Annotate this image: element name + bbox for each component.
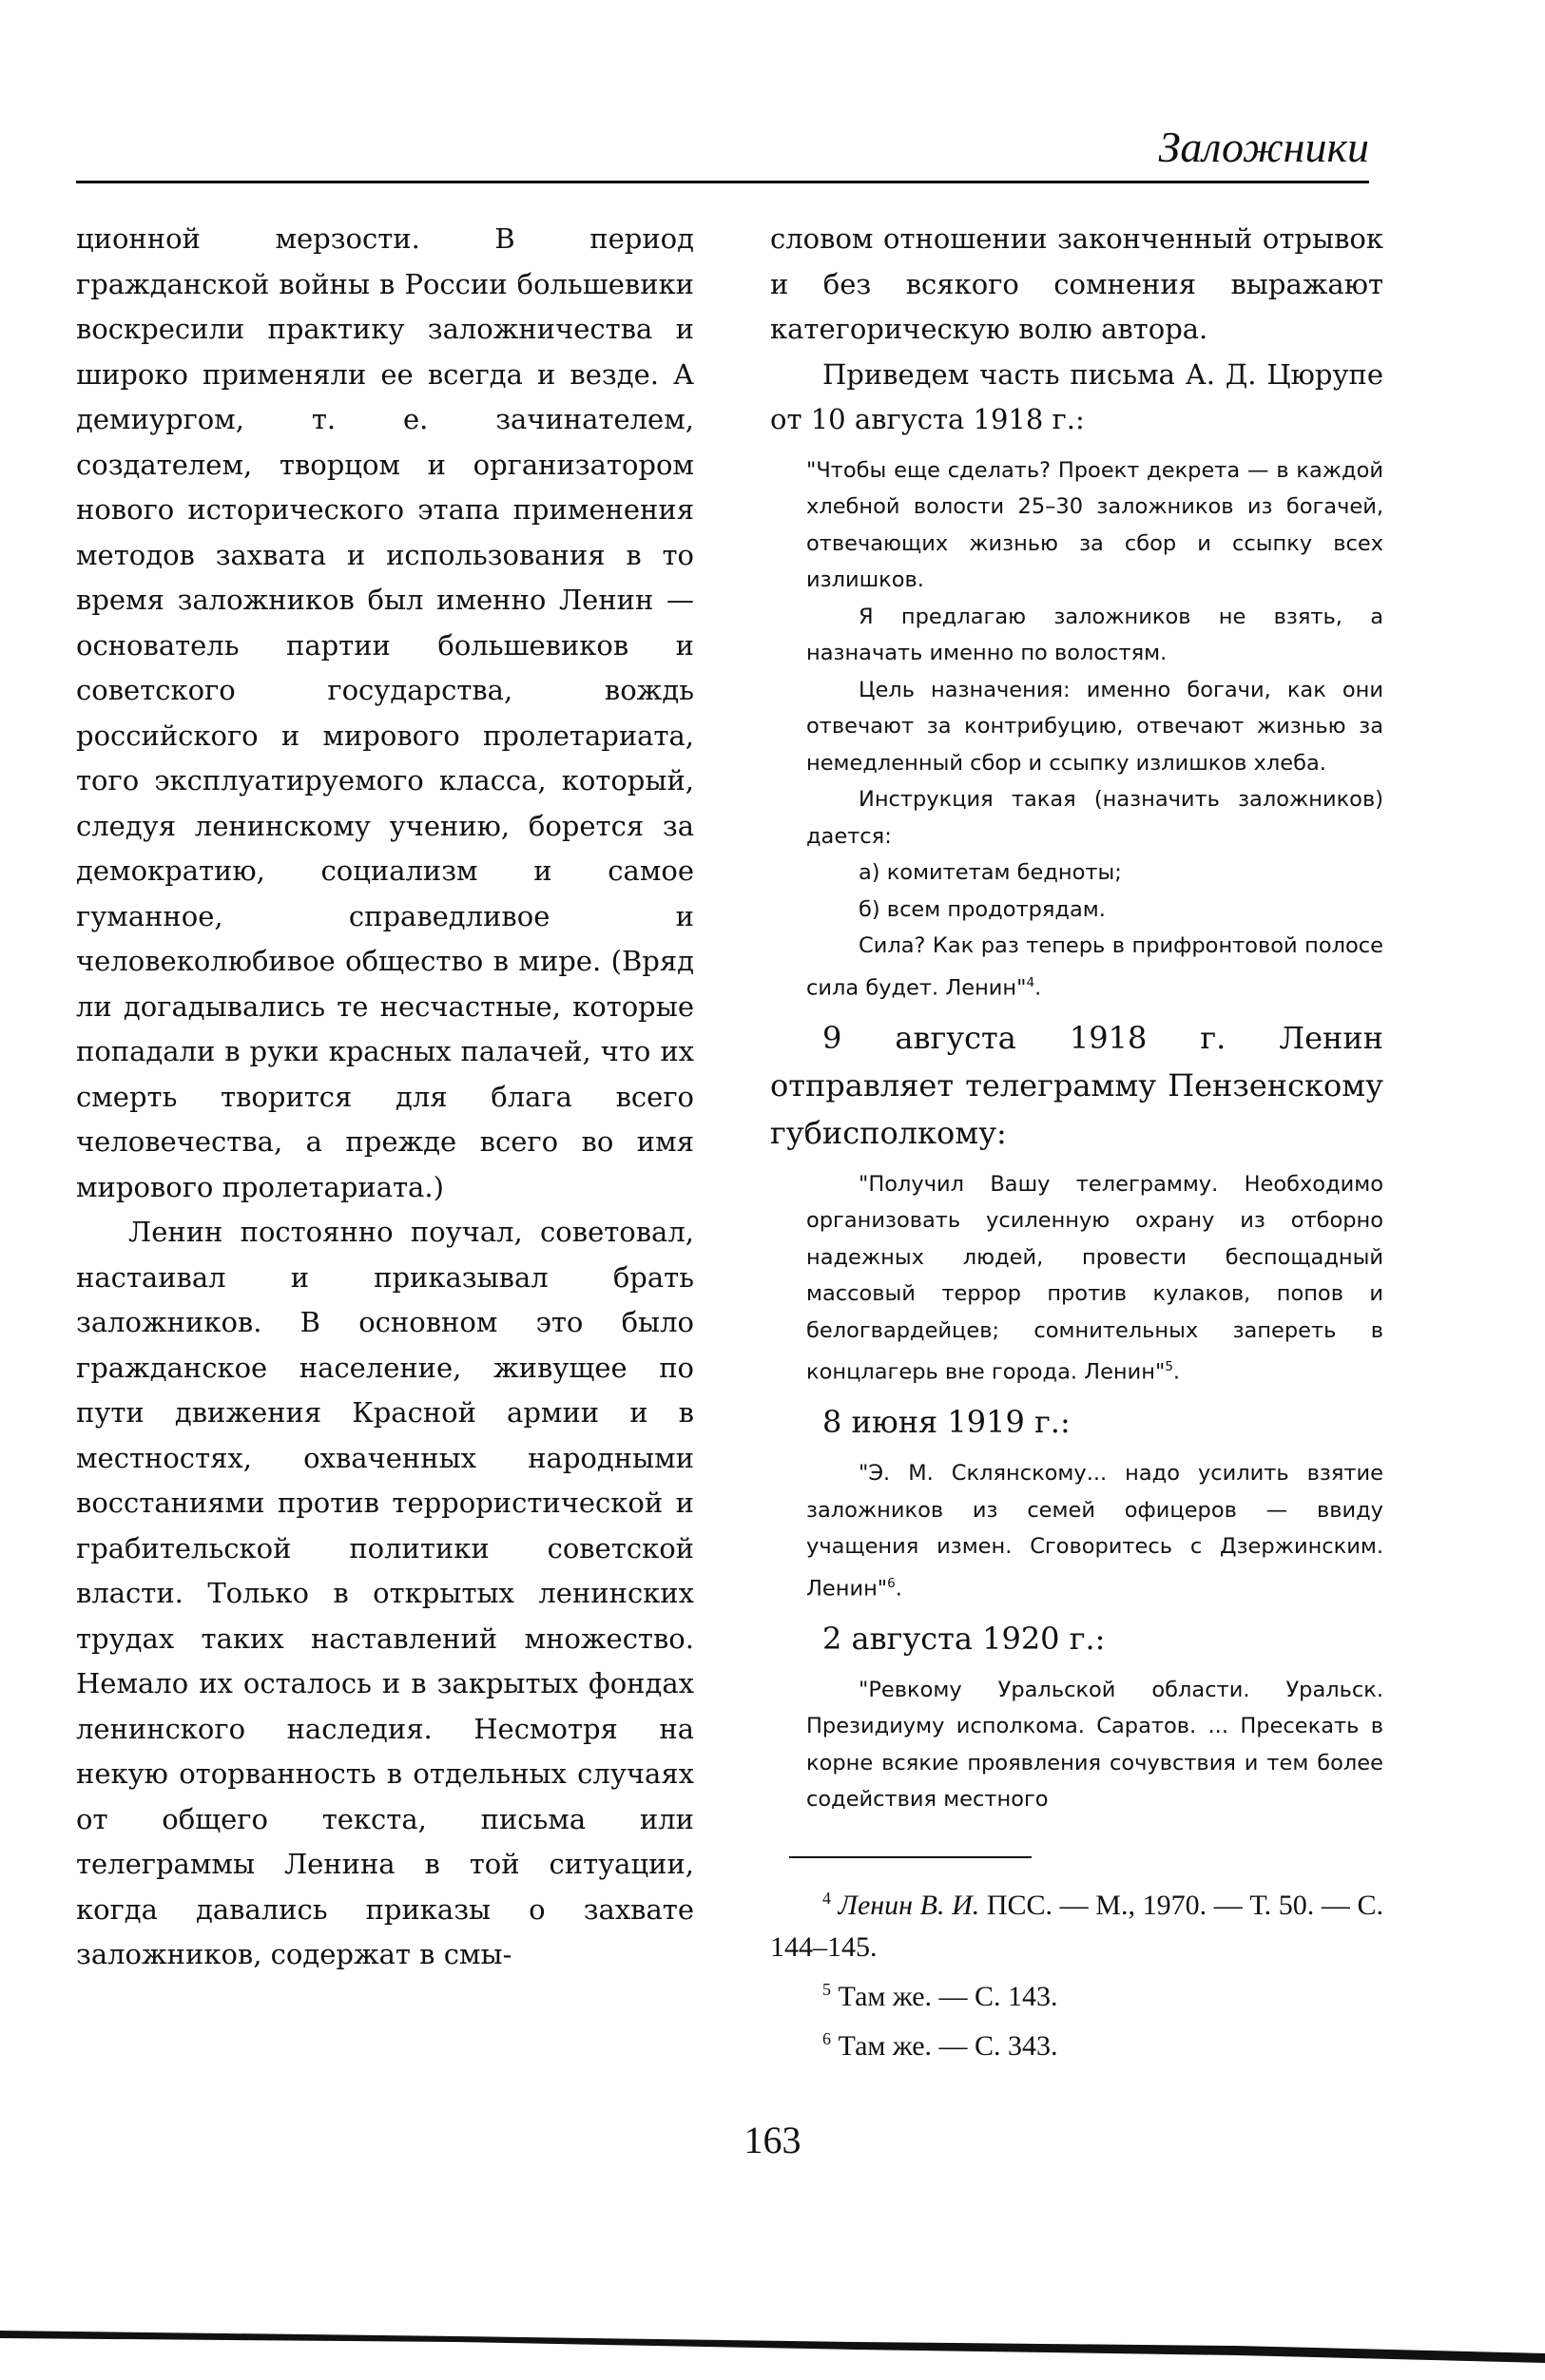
quote-text: "Ревкому Уральской области. Уральск. Президиуму исполкома. Саратов. ... Пресекать в корне всякие проявления сочувствия и тем более содействия местного xyxy=(806,1677,1383,1812)
right-paragraph-1: словом отношении законченный отрывок и без всякого сомнения выражают категорическую волю автора. xyxy=(770,222,1383,345)
quote-line: "Чтобы еще сделать? Проект декрета — в каждой хлебной волости 25–30 заложников из богачей, отвечающих жизнью за сбор и ссыпку всех излишков. xyxy=(806,457,1383,592)
right-column xyxy=(770,217,1383,2067)
scan-edge-shadow xyxy=(0,2313,1545,2380)
quote-line: Инструкция такая (назначить заложников) дается: xyxy=(806,787,1383,849)
footnotes xyxy=(770,1877,1383,2067)
right-paragraph-3: 9 августа 1918 г. Ленин отправляет телеграмму Пензенскому губисполкому: xyxy=(770,1019,1383,1151)
quote-line: Сила? Как раз теперь в прифронтовой полосе сила будет. Ленин" xyxy=(806,933,1383,1000)
footnote-ref: 6 xyxy=(887,1575,896,1591)
header-rule xyxy=(76,181,1369,183)
quote-revkom xyxy=(806,1672,1383,1818)
quote-line: Я предлагаю заложников не взять, а назначать именно по волостям. xyxy=(806,604,1383,665)
footnote-text: Там же. — С. 343. xyxy=(838,2029,1058,2062)
footnote-ref: 5 xyxy=(1165,1359,1173,1374)
footnote-number: 5 xyxy=(822,1979,831,1999)
footnote-author: Ленин В. И. xyxy=(838,1889,980,1921)
left-column xyxy=(76,217,694,1978)
footnote-number: 4 xyxy=(822,1888,831,1908)
date-heading: 2 августа 1920 г.: xyxy=(822,1620,1106,1657)
footnote-number: 6 xyxy=(822,2028,831,2048)
quote-line: б) всем продотрядам. xyxy=(859,896,1106,922)
footnote-ref: 4 xyxy=(1026,974,1035,990)
footnote xyxy=(770,2018,1383,2067)
quote-text: "Получил Вашу телеграмму. Необходимо организовать усиленную охрану из отборно надежных людей, провести беспощадный массовый террор против кулаков, попов и белогвардейцев; сомнительных запереть в концлагерь вне города. Ленин" xyxy=(806,1171,1383,1385)
left-paragraph-1: ционной мерзости. В период гражданской войны в России большевики воскресили практику заложничества и широко применяли ее всегда и везде. А демиургом, т. е. зачинателем, создателем, творцом и организатором нового исторического этапа применения методов захвата и использования в то время заложников был именно Ленин — основатель партии большевиков и советского государства, вождь российского и мирового пролетариата, того эксплуатируемого класса, который, следуя ленинскому учению, борется за демократию, социализм и самое гуманное, справедливое и человеколюбивое общество в мире. (Вряд ли догадывались те несчастные, которые попадали в руки красных палачей, что их смерть творится для блага всего человечества, а прежде всего во имя мирового пролетариата.) xyxy=(76,222,694,1203)
footnote xyxy=(770,1877,1383,1968)
date-heading: 8 июня 1919 г.: xyxy=(822,1404,1071,1440)
quote-letter-tsyurupa: "Чтобы еще сделать? Проект декрета — в каждой хлебной волости 25–30 заложников из богачей, отвечающих жизнью за сбор и ссыпку всех излишков. Я предлагаю заложников не взять, а назначать именно по волостям. Цель назначения: именно богачи, как они отвечают за контрибуцию, отвечают жизнью за немедленный сбор и ссыпку излишков хлеба. Инструкция такая (назначить заложников) дается: а) комитетам бедноты; б) всем продотрядам. Сила? Как раз теперь в прифронтовой полосе сила будет. Ленин"$^4$. xyxy=(806,452,1383,1007)
quote-line: Цель назначения: именно богачи, как они отвечают за контрибуцию, отвечают жизнью за немедленный сбор и ссыпку излишков хлеба. xyxy=(806,677,1383,776)
footnote-rule xyxy=(789,1856,1032,1858)
quote-sklyansky: "Э. М. Склянскому... надо усилить взятие заложников из семей офицеров — ввиду учащения измен. Сговоритесь с Дзержинским. Ленин"$^6$. xyxy=(806,1461,1383,1601)
quote-text: "Э. М. Склянскому... надо усилить взятие заложников из семей офицеров — ввиду учащения измен. Сговоритесь с Дзержинским. Ленин" xyxy=(806,1461,1383,1601)
footnote xyxy=(770,1968,1383,2018)
running-title: Заложники xyxy=(1158,123,1369,171)
footnote-text: ПСС. — М., 1970. — Т. 50. — С. 144–145. xyxy=(770,1889,1384,1963)
quote-line: а) комитетам бедноты; xyxy=(859,860,1122,885)
right-paragraph-2: Приведем часть письма А. Д. Цюрупе от 10 августа 1918 г.: xyxy=(770,357,1383,435)
left-paragraph-2: Ленин постоянно поучал, советовал, настаивал и приказывал брать заложников. В основном это было гражданское население, живущее по пути движения Красной армии и в местностях, охваченных народными восстаниями против террористической и грабительской политики советской власти. Только в открытых ленинских трудах таких наставлений множество. Немало их осталось и в закрытых фондах ленинского наследия. Несмотря на некую оторванность в отдельных случаях от общего текста, письма или телеграммы Ленина в той ситуации, когда давались приказы о захвате заложников, содержат в смы- xyxy=(76,1216,694,1970)
quote-telegram-penza: "Получил Вашу телеграмму. Необходимо организовать усиленную охрану из отборно надежных людей, провести беспощадный массовый террор против кулаков, попов и белогвардейцев; сомнительных запереть в концлагерь вне города. Ленин"$^5$. xyxy=(806,1171,1383,1385)
footnote-text: Там же. — С. 143. xyxy=(838,1980,1058,2012)
page-number: 163 xyxy=(744,2119,801,2161)
